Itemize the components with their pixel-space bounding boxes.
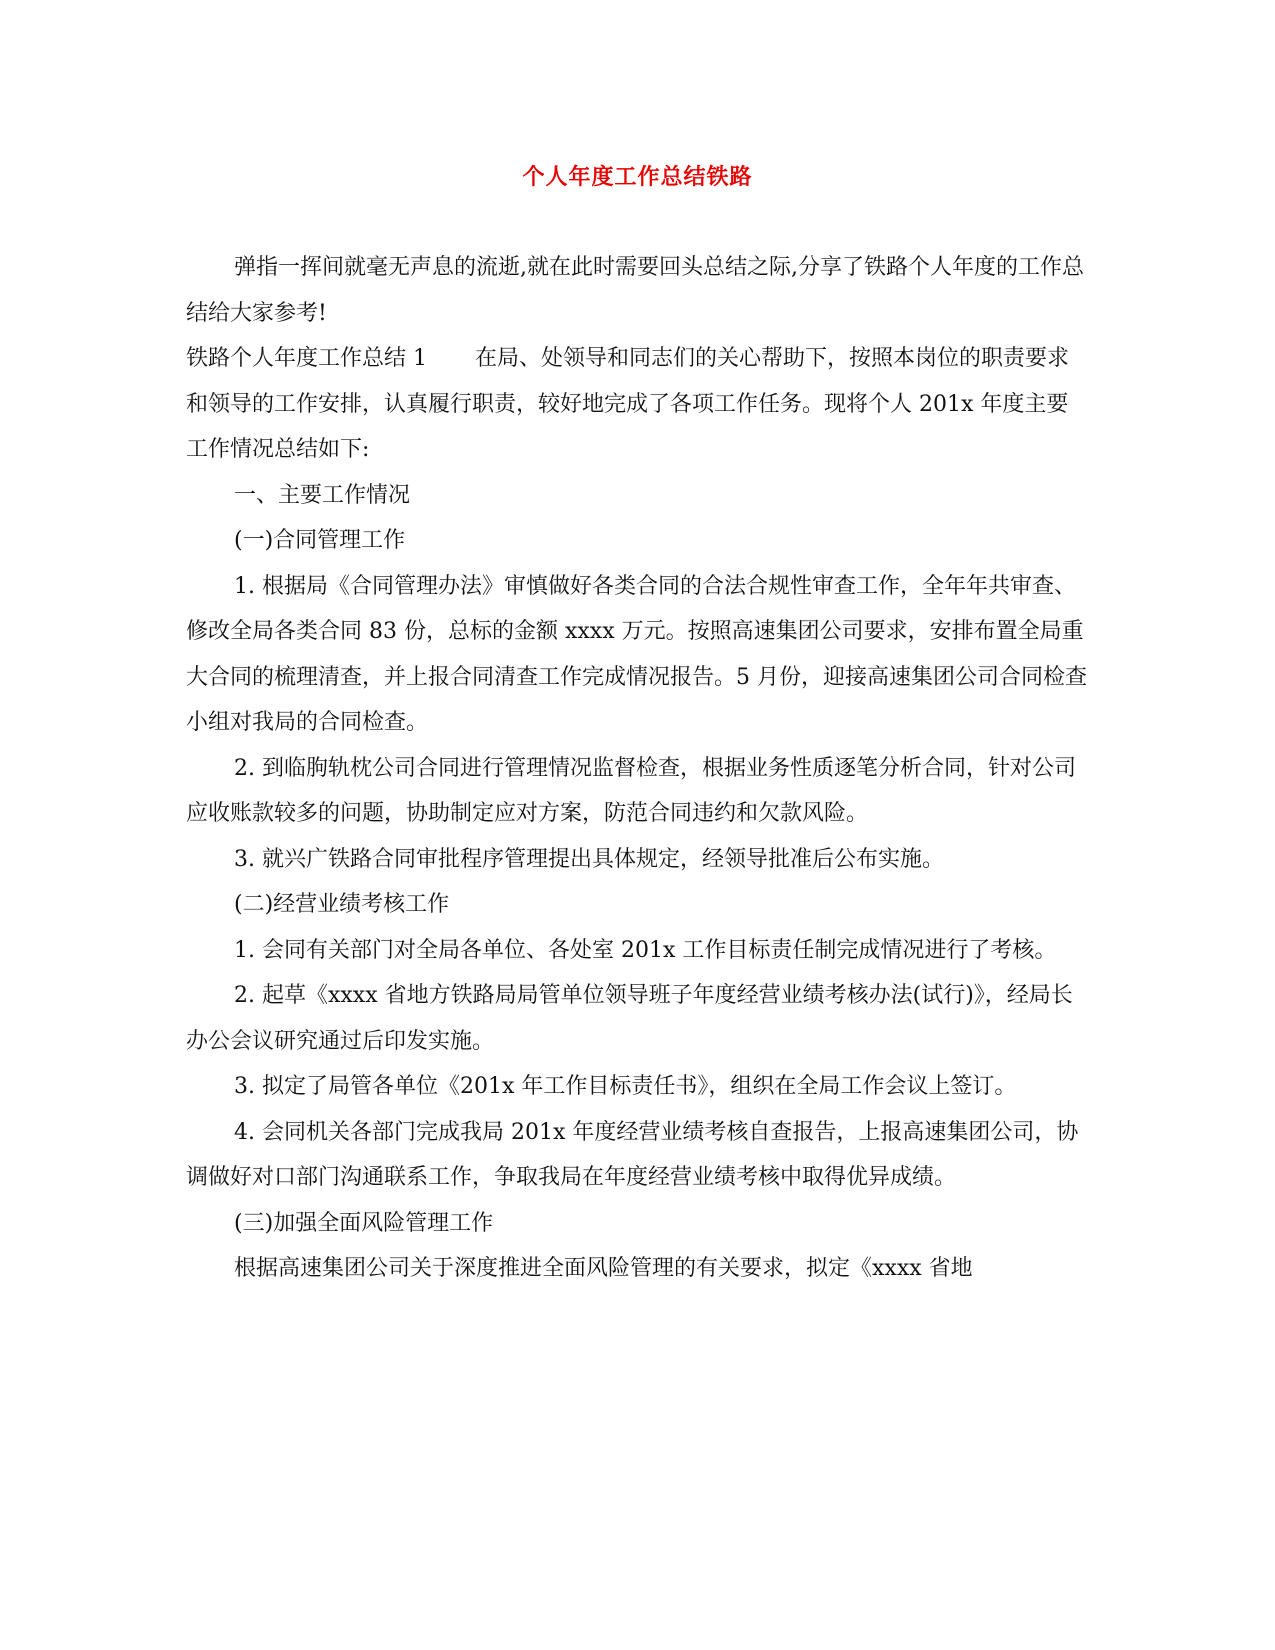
sub-two-heading: (二)经营业绩考核工作 <box>234 892 450 917</box>
sub-three-heading: (三)加强全面风险管理工作 <box>234 1210 494 1236</box>
sub-two-item-1: 1. 会同有关部门对全局各单位、各处室 201x 工作目标责任制完成情况进行了考核。 <box>234 937 1057 963</box>
sub-one-item-3: 3. 就兴广铁路合同审批程序管理提出具体规定，经领导批准后公布实施。 <box>234 846 944 872</box>
sub-two-item-4: 4. 会同机关各部门完成我局 201x 年度经营业绩考核自查报告，上报高速集团公司，协调做好对口部门沟通联系工作，争取我局在年度经营业绩考核中取得优异成绩。 <box>186 1119 1079 1190</box>
section1-heading: 铁路个人年度工作总结 1 <box>186 346 427 371</box>
sub-one-item-1: 1. 根据局《合同管理办法》审慎做好各类合同的合法合规性审查工作，全年年共审查、修改全局各类合同 83 份，总标的金额 xxxx 万元。按照高速集团公司要求，安排布置全局重大合同的梳理清查，并上报合同清查工作完成情况报告。5 月份，迎接高速集团公司合同检查小组对我局的合同检查。 <box>186 573 1087 735</box>
document-title: 个人年度工作总结铁路 <box>522 164 753 190</box>
section1-paragraph <box>186 336 1090 473</box>
sub-one-item-2: 2. 到临朐轨枕公司合同进行管理情况监督检查，根据业务性质逐笔分析合同，针对公司应收账款较多的问题，协助制定应对方案，防范合同违约和欠款风险。 <box>186 755 1076 826</box>
sub-two-item-3: 3. 拟定了局管各单位《201x 年工作目标责任书》，组织在全局工作会议上签订。 <box>234 1074 1017 1099</box>
section1-lead: 在局、处领导和同志们的关心帮助下，按照本岗位的职责要求和领导的工作安排，认真履行职责，较好地完成了各项工作任务。现将个人 201x 年度主要工作情况总结如下: <box>186 346 1070 462</box>
document-body <box>186 245 1090 1292</box>
sub-three-text: 根据高速集团公司关于深度推进全面风险管理的有关要求，拟定《xxxx 省地 <box>234 1256 973 1281</box>
sub-two-item-2: 2. 起草《xxxx 省地方铁路局局管单位领导班子年度经营业绩考核办法(试行)》，经局长办公会议研究通过后印发实施。 <box>186 983 1073 1054</box>
part-one-heading: 一、主要工作情况 <box>234 482 411 508</box>
intro-paragraph: 弹指一挥间就毫无声息的流逝,就在此时需要回头总结之际,分享了铁路个人年度的工作总结给大家参考! <box>186 255 1084 326</box>
sub-one-heading: (一)合同管理工作 <box>234 528 406 553</box>
